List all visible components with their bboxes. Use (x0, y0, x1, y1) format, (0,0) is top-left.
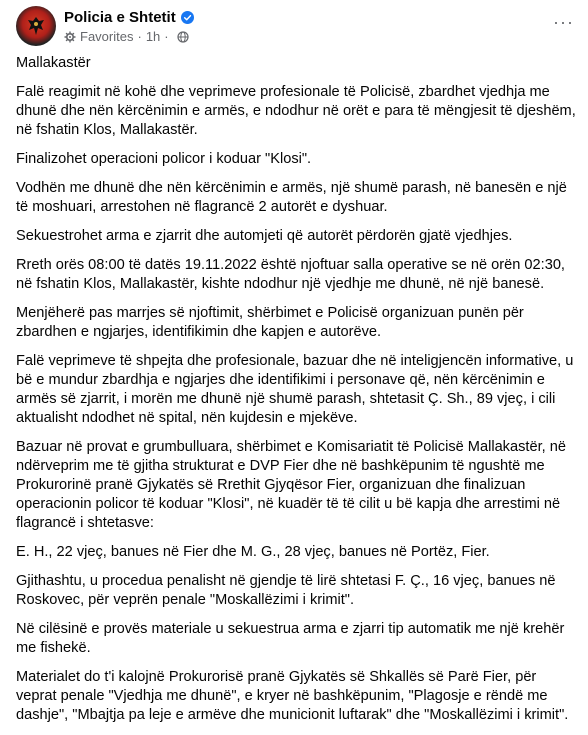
audience-label[interactable]: Favorites (80, 29, 134, 44)
eagle-logo-icon (26, 15, 46, 37)
post-time-link[interactable]: 1h (145, 29, 161, 44)
post-paragraph: Në cilësinë e provës materiale u sekuestrua arma e zjarri tip automatik me një krehër me fishekë. (16, 621, 565, 656)
post-paragraph: Finalizohet operacioni policor i koduar "Klosi". (16, 151, 312, 167)
globe-icon[interactable] (177, 31, 189, 43)
post-meta (64, 6, 194, 44)
post-header (16, 6, 194, 46)
post-body (16, 54, 576, 735)
post-paragraph: Menjëherë pas marrjes së njoftimit, shërbimet e Policisë organizuan punën për zbardhen e ngjarjes, identifikimin dhe kapjen e autorëve. (16, 305, 524, 340)
name-row (64, 9, 194, 26)
separator-dot: · (137, 29, 142, 44)
gear-icon (64, 31, 76, 43)
post-paragraph: E. H., 22 vjeç, banues në Fier dhe M. G., 28 vjeç, banues në Portëz, Fier. (16, 544, 490, 560)
page-avatar[interactable] (16, 6, 56, 46)
post-subline (64, 29, 194, 44)
post-paragraph: Sekuestrohet arma e zjarrit dhe automjeti që autorët përdorën gjatë vjedhjes. (16, 228, 513, 244)
post-paragraph: Falë reagimit në kohë dhe veprimeve profesionale të Policisë, zbardhet vjedhja me dhunë dhe nën kërcënimin e armës, e ndodhur në orët e para të mëngjesit të djeshëm, në fshatin Klos, Mallakastër. (16, 84, 576, 138)
post-paragraph: Falë veprimeve të shpejta dhe profesionale, bazuar dhe në inteligjencën informative, u bë e mundur zbardhja e ngjarjes dhe identifikimi i personave që, nën kërcënimin e armës së zjarrit, i morën me dhunë një shumë parash, shtetasit Ç. Sh., 89 vjeç, i cili aktualisht ndodhet në spital, nën kujdesin e mjekëve. (16, 353, 574, 426)
verified-badge-icon (181, 11, 194, 24)
separator-dot: · (164, 29, 169, 44)
page-name-link[interactable]: Policia e Shtetit (64, 9, 176, 26)
post-paragraph: Mallakastër (16, 55, 91, 71)
post-paragraph: Materialet do t'i kalojnë Prokurorisë pranë Gjykatës së Shkallës së Parë Fier, për veprat penale "Vjedhja me dhunë", e kryer në bashkëpunim, "Plagosje e rëndë me dashje", "Mbajtja pa leje e armëve dhe municionit luftarak" dhe "Moskallëzimi i krimit". (16, 669, 569, 723)
more-options-button[interactable]: ··· (553, 12, 574, 32)
post-paragraph: Vodhën me dhunë dhe nën kërcënimin e armës, një shumë parash, në banesën e një të moshuari, arrestohen në flagrancë 2 autorët e dyshuar. (16, 180, 567, 215)
post-paragraph: Bazuar në provat e grumbulluara, shërbimet e Komisariatit të Policisë Mallakastër, në ndërveprim me të gjitha strukturat e DVP Fier dhe në bashkëpunim të ngushtë me Prokurorinë pranë Gjykatës së Rrethit Gjyqësor Fier, organizuan dhe finalizuan operacionin policor të koduar "Klosi", në kuadër të të cilit u bë kapja dhe arrestimi në flagrancë i shtetasve: (16, 439, 566, 531)
post-paragraph: Gjithashtu, u procedua penalisht në gjendje të lirë shtetasi F. Ç., 16 vjeç, banues në Roskovec, për veprën penale "Moskallëzimi i krimit". (16, 573, 556, 608)
post-paragraph: Rreth orës 08:00 të datës 19.11.2022 është njoftuar salla operative se në orën 02:30, në fshatin Klos, Mallakastër, kishte ndodhur një vjedhje me dhunë, në një banesë. (16, 257, 565, 292)
